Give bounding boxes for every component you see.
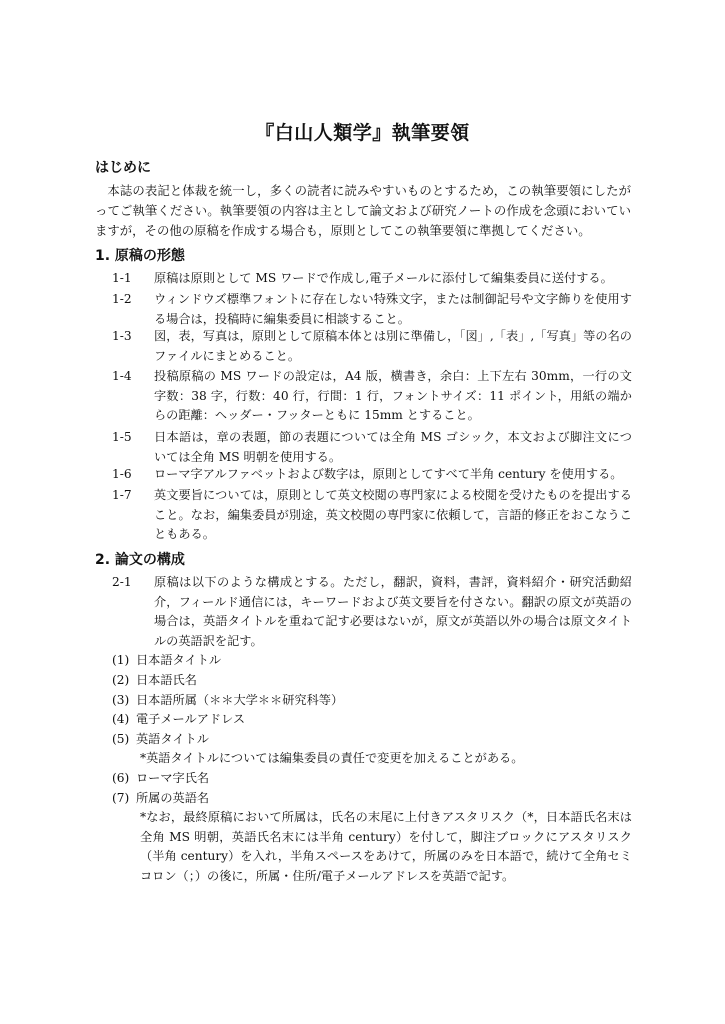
- item-number: 1-1: [112, 271, 132, 285]
- item-text: ウィンドウズ標準フォントに存在しない特殊文字，または制御記号や文字飾りを使用する場合は，投稿時に編集委員に相談すること。: [154, 292, 632, 326]
- list-item-4: [112, 710, 632, 730]
- list-number: (7): [112, 791, 130, 805]
- item-number: 1-4: [112, 369, 132, 383]
- document-title: 『白山人類学』執筆要領: [255, 122, 470, 144]
- list-item-6: [112, 769, 632, 789]
- item-text: 図，表，写真は，原則として原稿本体とは別に準備し，「図」,「表」,「写真」等の名のファイルにまとめること。: [154, 329, 632, 363]
- list-number: (5): [112, 732, 130, 746]
- list-text: 日本語所属（＊＊大学＊＊研究科等）: [136, 693, 344, 707]
- list-item-3: [112, 691, 632, 711]
- list-number: (1): [112, 653, 130, 667]
- list-item-1: [112, 651, 632, 671]
- item-1-1: [112, 269, 632, 289]
- list-item-5: [112, 730, 632, 750]
- intro-paragraph: 本誌の表記と体裁を統一し，多くの読者に読みやすいものとするため，この執筆要領にしたがってご執筆ください。執筆要領の内容は主として論文および研究ノートの作成を念頭においていますが，その他の原稿を作成する場合も，原則としてこの執筆要領に準拠してください。: [95, 183, 631, 238]
- item-number: 1-6: [112, 467, 132, 481]
- list-number: (3): [112, 693, 130, 707]
- item-1-2: [112, 290, 632, 329]
- item-text: ローマ字アルファベットおよび数字は，原則としてすべて半角 century を使用する。: [154, 467, 623, 481]
- list-item-7: [112, 789, 632, 809]
- item-number: 2-1: [112, 575, 132, 589]
- list-number: (4): [112, 712, 130, 726]
- section2-heading: 2. 論文の構成: [95, 552, 185, 568]
- list-number: (6): [112, 771, 130, 785]
- list-item-2: [112, 671, 632, 691]
- list-number: (2): [112, 673, 130, 687]
- item-text: 日本語は，章の表題，節の表題については全角 MS ゴシック，本文および脚注文については全角 MS 明朝を使用する。: [154, 430, 632, 464]
- list-text: 英語タイトル: [136, 732, 209, 746]
- list-text: 所属の英語名: [136, 791, 210, 805]
- item-1-6: [112, 465, 632, 485]
- item-number: 1-2: [112, 292, 132, 306]
- list-text: 日本語氏名: [136, 673, 197, 687]
- item-1-5: [112, 428, 632, 467]
- item-text: 英文要旨については，原則として英文校閲の専門家による校閲を受けたものを提出すること。なお，編集委員が別途，英文校閲の専門家に依頼して，言語的修正をおこなうこともある。: [154, 488, 632, 541]
- item-number: 1-3: [112, 329, 132, 343]
- item-1-3: [112, 327, 632, 366]
- item-text: 投稿原稿の MS ワードの設定は，A4 版，横書き，余白：上下左右 30mm，一行の文字数：38 字，行数：40 行，行間：1 行，フォントサイズ：11 ポイント，用紙の端からの距離：ヘッダー・フッターともに 15mm とすること。: [154, 369, 632, 422]
- item-number: 1-7: [112, 488, 132, 502]
- intro-heading: はじめに: [95, 160, 151, 176]
- item-1-7: [112, 486, 632, 545]
- list-text: 日本語タイトル: [136, 653, 222, 667]
- list-text: 電子メールアドレス: [136, 712, 246, 726]
- item-number: 1-5: [112, 430, 132, 444]
- section1-heading: 1. 原稿の形態: [95, 248, 185, 264]
- item-1-4: [112, 367, 632, 426]
- item-2-1: [112, 573, 632, 651]
- note-affiliation: *なお，最終原稿において所属は，氏名の末尾に上付きアスタリスク（*，日本語氏名末は全角 MS 明朝，英語氏名末には半角 century）を付して，脚注ブロックにアスタリスク（半角 century）を入れ，半角スペースをあけて，所属のみを日本語で，続けて全角セミコロン（；）の後に，所属・住所/電子メールアドレスを英語で記す。: [140, 810, 632, 883]
- item-text: 原稿は以下のような構成とする。ただし，翻訳，資料，書評，資料紹介・研究活動紹介，フィールド通信には，キーワードおよび英文要旨を付さない。翻訳の原文が英語の場合は，英語タイトルを重ねて記す必要はないが，原文が英語以外の場合は原文タイトルの英語訳を記す。: [154, 575, 632, 648]
- note-english-title: *英語タイトルについては編集委員の責任で変更を加えることがある。: [140, 751, 524, 765]
- item-text: 原稿は原則として MS ワードで作成し,電子メールに添付して編集委員に送付する。: [154, 271, 613, 285]
- list-text: ローマ字氏名: [136, 771, 210, 785]
